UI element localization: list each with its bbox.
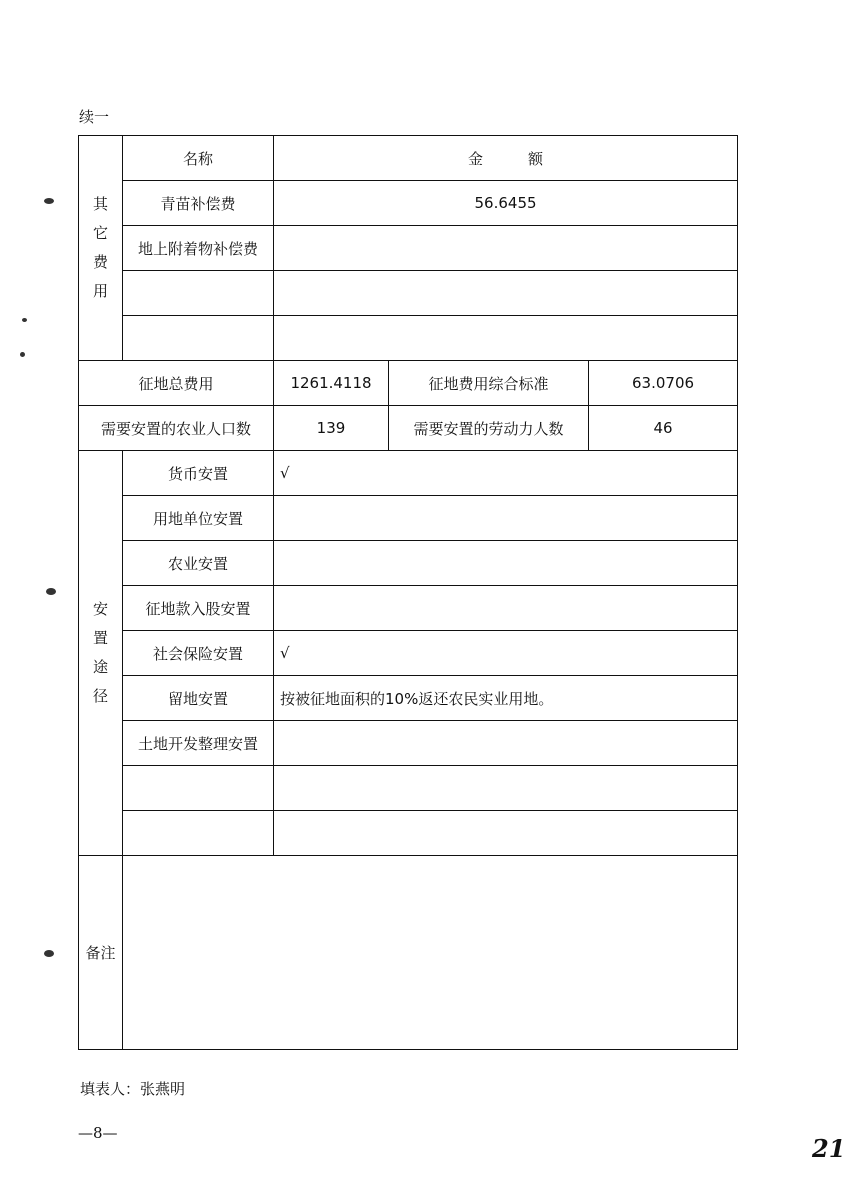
- resettlement-name: [123, 766, 274, 811]
- resettlement-section-label: [79, 451, 123, 856]
- remarks-label: 备注: [79, 856, 123, 1050]
- total-cost-value: 1261.4118: [274, 361, 389, 406]
- resettlement-name: 用地单位安置: [123, 496, 274, 541]
- col-amount-header: 金 额: [274, 136, 738, 181]
- col-name-header: 名称: [123, 136, 274, 181]
- resettlement-name: 留地安置: [123, 676, 274, 721]
- other-fees-section-label: [79, 136, 123, 361]
- land-acquisition-form-table: [78, 135, 738, 1050]
- page-number: —8—: [78, 1124, 118, 1142]
- other-fees-vertical-label-char: 它: [92, 224, 108, 242]
- resettlement-value: [274, 721, 738, 766]
- fee-name: 青苗补偿费: [123, 181, 274, 226]
- total-cost-row: [79, 361, 738, 406]
- form-filler: 填表人：张燕明: [80, 1080, 186, 1098]
- fee-name: [123, 316, 274, 361]
- resettlement-vertical-label: [79, 602, 122, 704]
- other-fee-row: [79, 316, 738, 361]
- fee-amount: [274, 316, 738, 361]
- labor-label: 需要安置的劳动力人数: [389, 406, 589, 451]
- scan-speck: [44, 950, 54, 957]
- other-fee-row: [79, 226, 738, 271]
- resettlement-row: [79, 631, 738, 676]
- resettlement-row: [79, 766, 738, 811]
- remarks-row: [79, 856, 738, 1050]
- resettlement-value: √: [274, 631, 738, 676]
- scan-speck: [46, 588, 56, 595]
- other-fees-vertical-label-char: 其: [92, 195, 108, 213]
- other-fees-vertical-label-char: 用: [92, 282, 108, 300]
- resettlement-row: [79, 541, 738, 586]
- resettlement-vertical-label-char: 安: [92, 600, 108, 618]
- other-fees-vertical-label: [79, 197, 122, 299]
- resettlement-value: [274, 586, 738, 631]
- resettlement-row: [79, 451, 738, 496]
- resettlement-row: [79, 676, 738, 721]
- resettlement-name: 农业安置: [123, 541, 274, 586]
- resettlement-name: 社会保险安置: [123, 631, 274, 676]
- fee-name: [123, 271, 274, 316]
- fee-amount: [274, 226, 738, 271]
- fee-name: 地上附着物补偿费: [123, 226, 274, 271]
- remarks-content: [123, 856, 738, 1050]
- total-cost-label: 征地总费用: [79, 361, 274, 406]
- ag-population-label: 需要安置的农业人口数: [79, 406, 274, 451]
- other-fees-vertical-label-char: 费: [92, 253, 108, 271]
- resettlement-value: √: [274, 451, 738, 496]
- resettlement-value: [274, 766, 738, 811]
- fee-amount: 56.6455: [274, 181, 738, 226]
- resettlement-name: 征地款入股安置: [123, 586, 274, 631]
- labor-value: 46: [589, 406, 738, 451]
- resettlement-row: [79, 586, 738, 631]
- other-fee-row: [79, 181, 738, 226]
- standard-label: 征地费用综合标准: [389, 361, 589, 406]
- standard-value: 63.0706: [589, 361, 738, 406]
- scan-speck: [44, 198, 54, 204]
- resettlement-row: [79, 721, 738, 766]
- resettlement-name: [123, 811, 274, 856]
- population-row: [79, 406, 738, 451]
- resettlement-vertical-label-char: 置: [92, 629, 108, 647]
- other-fees-header-row: [79, 136, 738, 181]
- stamped-number: 21: [812, 1134, 846, 1163]
- resettlement-name: 土地开发整理安置: [123, 721, 274, 766]
- fee-amount: [274, 271, 738, 316]
- resettlement-value: [274, 811, 738, 856]
- resettlement-name: 货币安置: [123, 451, 274, 496]
- resettlement-value: [274, 496, 738, 541]
- ag-population-value: 139: [274, 406, 389, 451]
- resettlement-vertical-label-char: 途: [92, 658, 108, 676]
- resettlement-vertical-label-char: 径: [92, 687, 108, 705]
- resettlement-value: 按被征地面积的10%返还农民实业用地。: [274, 676, 738, 721]
- continued-label: 续一: [79, 108, 110, 126]
- resettlement-row: [79, 811, 738, 856]
- resettlement-value: [274, 541, 738, 586]
- resettlement-row: [79, 496, 738, 541]
- scan-speck: [20, 352, 25, 357]
- other-fee-row: [79, 271, 738, 316]
- scan-speck: [22, 318, 27, 322]
